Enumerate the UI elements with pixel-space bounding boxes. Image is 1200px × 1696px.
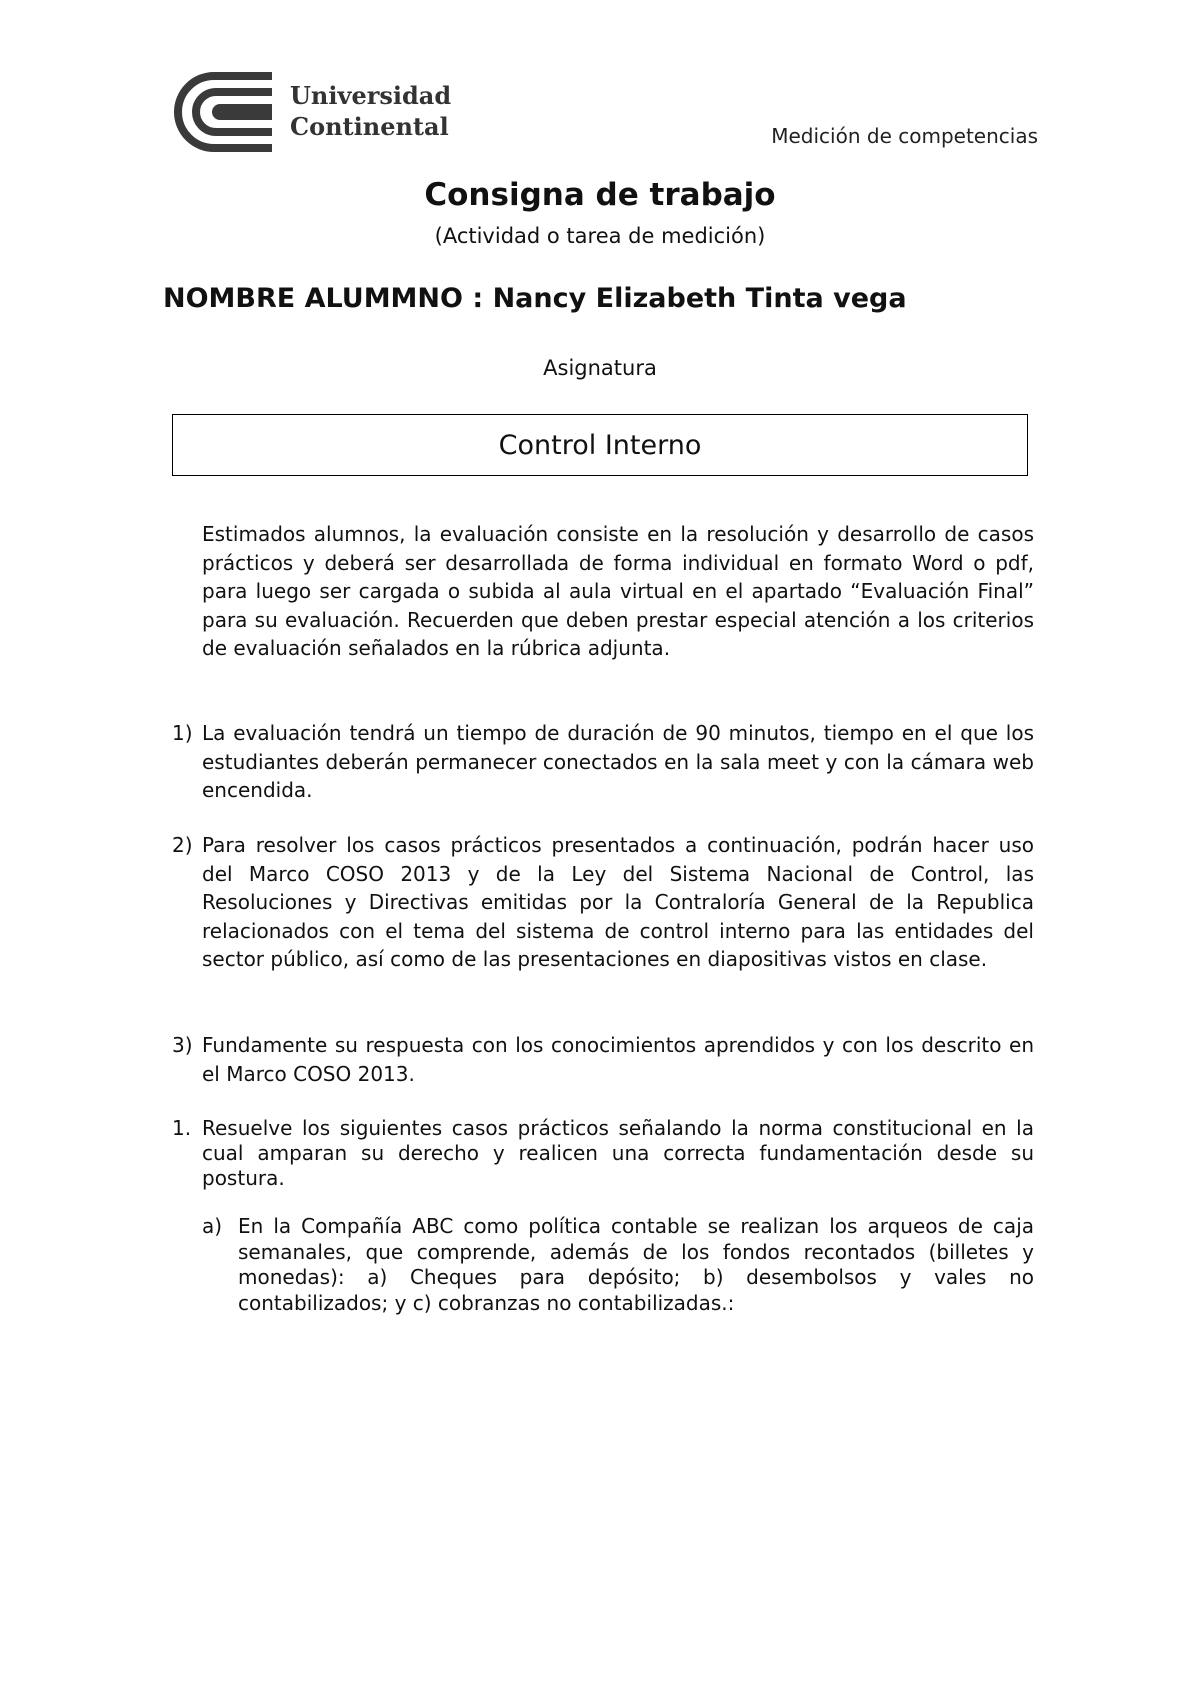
instruction-item: [172, 719, 1034, 805]
case-item: [202, 1214, 1034, 1316]
instruction-item: [172, 831, 1034, 974]
logo-wordmark: [290, 80, 451, 142]
item-number: 1): [172, 721, 193, 745]
university-logo: [172, 72, 452, 152]
item-text: Para resolver los casos prácticos presentados a continuación, podrán hacer uso del Marco COSO 2013 y de la Ley del Sistema Nacional de Control, las Resoluciones y Directivas emitidas por la Contraloría General de la Republica relacionados con el tema del sistema de control interno para las entidades del sector público, así como de las presentaciones en diapositivas vistos en clase.: [202, 833, 1034, 971]
continental-logo-icon: [172, 72, 276, 152]
logo-line-2: Continental: [290, 112, 449, 141]
instruction-item: [172, 1116, 1034, 1191]
intro-paragraph: Estimados alumnos, la evaluación consiste en la resolución y desarrollo de casos prácticos y deberá ser desarrollada de forma individual en formato Word o pdf, para luego ser cargada o subida al aula virtual en el apartado “Evaluación Final” para su evaluación. Recuerden que deben prestar especial atención a los criterios de evaluación señalados en la rúbrica adjunta.: [202, 522, 1034, 660]
subject-label: Asignatura: [543, 356, 657, 380]
item-text: Fundamente su respuesta con los conocimientos aprendidos y con los descrito en el Marco COSO 2013.: [202, 1033, 1034, 1086]
student-name: NOMBRE ALUMMNO : Nancy Elizabeth Tinta vega: [163, 283, 907, 314]
page-title: Consigna de trabajo: [424, 177, 776, 213]
item-number: 1.: [172, 1116, 192, 1140]
case-letter: a): [202, 1214, 223, 1238]
subject-name: Control Interno: [498, 429, 702, 461]
logo-line-1: Universidad: [290, 81, 452, 110]
item-text: La evaluación tendrá un tiempo de duración de 90 minutos, tiempo en el que los estudiantes deberán permanecer conectados en la sala meet y con la cámara web encendida.: [202, 721, 1034, 802]
item-number: 2): [172, 833, 193, 857]
item-text: Resuelve los siguientes casos prácticos señalando la norma constitucional en la cual amparan su derecho y realicen una correcta fundamentación desde su postura.: [202, 1116, 1034, 1190]
header-note: Medición de competencias: [771, 124, 1038, 148]
case-text: En la Compañía ABC como política contable se realizan los arqueos de caja semanales, que comprende, además de los fondos recontados (billetes y monedas): a) Cheques para depósito; b) desembolsos y vales no contabilizados; y c) cobranzas no contabilizadas.:: [238, 1214, 1034, 1315]
item-number: 3): [172, 1033, 193, 1057]
instruction-item: [172, 1031, 1034, 1088]
subject-box: [172, 414, 1028, 476]
page-subtitle: (Actividad o tarea de medición): [434, 224, 766, 248]
